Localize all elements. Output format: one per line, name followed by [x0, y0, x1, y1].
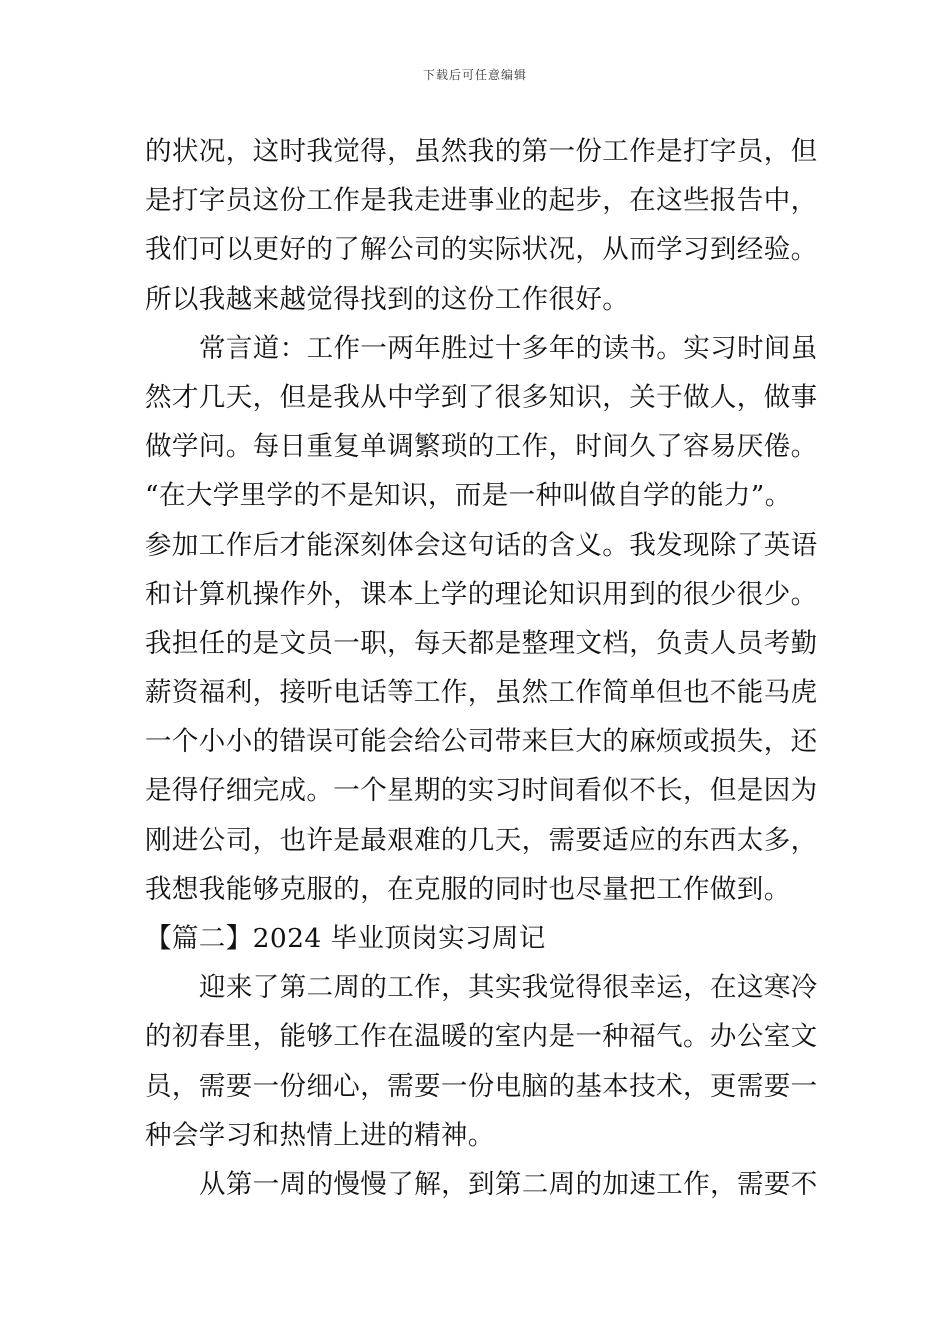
paragraph-start-line: 常言道：工作一两年胜过十多年的读书。实习时间虽: [199, 332, 818, 364]
text-line: 的初春里，能够工作在温暖的室内是一种福气。办公室文: [145, 1021, 818, 1053]
text-line: 是得仔细完成。一个星期的实习时间看似不长，但是因为: [145, 775, 818, 807]
text-line: 员，需要一份细心，需要一份电脑的基本技术，更需要一: [145, 1070, 818, 1102]
text-line: 的状况，这时我觉得，虽然我的第一份工作是打字员，但: [145, 136, 818, 167]
text-line: 刚进公司，也许是最艰难的几天，需要适应的东西太多，: [145, 824, 818, 856]
text-line: 做学问。每日重复单调繁琐的工作，时间久了容易厌倦。: [145, 431, 818, 463]
text-line: 种会学习和热情上进的精神。: [145, 1119, 495, 1151]
section-heading: 【篇二】2024 毕业顶岗实习周记: [145, 923, 546, 954]
text-line: 一个小小的错误可能会给公司带来巨大的麻烦或损失，还: [145, 726, 818, 758]
text-line: 是打字员这份工作是我走进事业的起步，在这些报告中，: [145, 185, 818, 217]
paragraph-start-line: 迎来了第二周的工作，其实我觉得很幸运，在这寒冷: [199, 972, 818, 1004]
text-line: 薪资福利，接听电话等工作，虽然工作简单但也不能马虎: [145, 677, 818, 709]
text-line: 和计算机操作外，课本上学的理论知识用到的很少很少。: [145, 578, 818, 610]
text-line: 所以我越来越觉得找到的这份工作很好。: [145, 283, 630, 315]
text-line: 我想我能够克服的，在克服的同时也尽量把工作做到。: [145, 873, 791, 905]
text-line: 参加工作后才能深刻体会这句话的含义。我发现除了英语: [145, 529, 818, 561]
paragraph-start-line: 从第一周的慢慢了解，到第二周的加速工作，需要不: [199, 1168, 818, 1200]
text-line: 然才几天，但是我从中学到了很多知识，关于做人，做事: [145, 381, 818, 413]
document-body: [145, 127, 818, 1209]
text-line: 我们可以更好的了解公司的实际状况，从而学习到经验。: [145, 234, 818, 266]
page-header-note: 下载后可任意编辑: [422, 68, 527, 82]
text-line: 我担任的是文员一职，每天都是整理文档，负责人员考勤: [145, 627, 818, 659]
text-line: “在大学里学的不是知识，而是一种叫做自学的能力”。: [145, 480, 792, 512]
